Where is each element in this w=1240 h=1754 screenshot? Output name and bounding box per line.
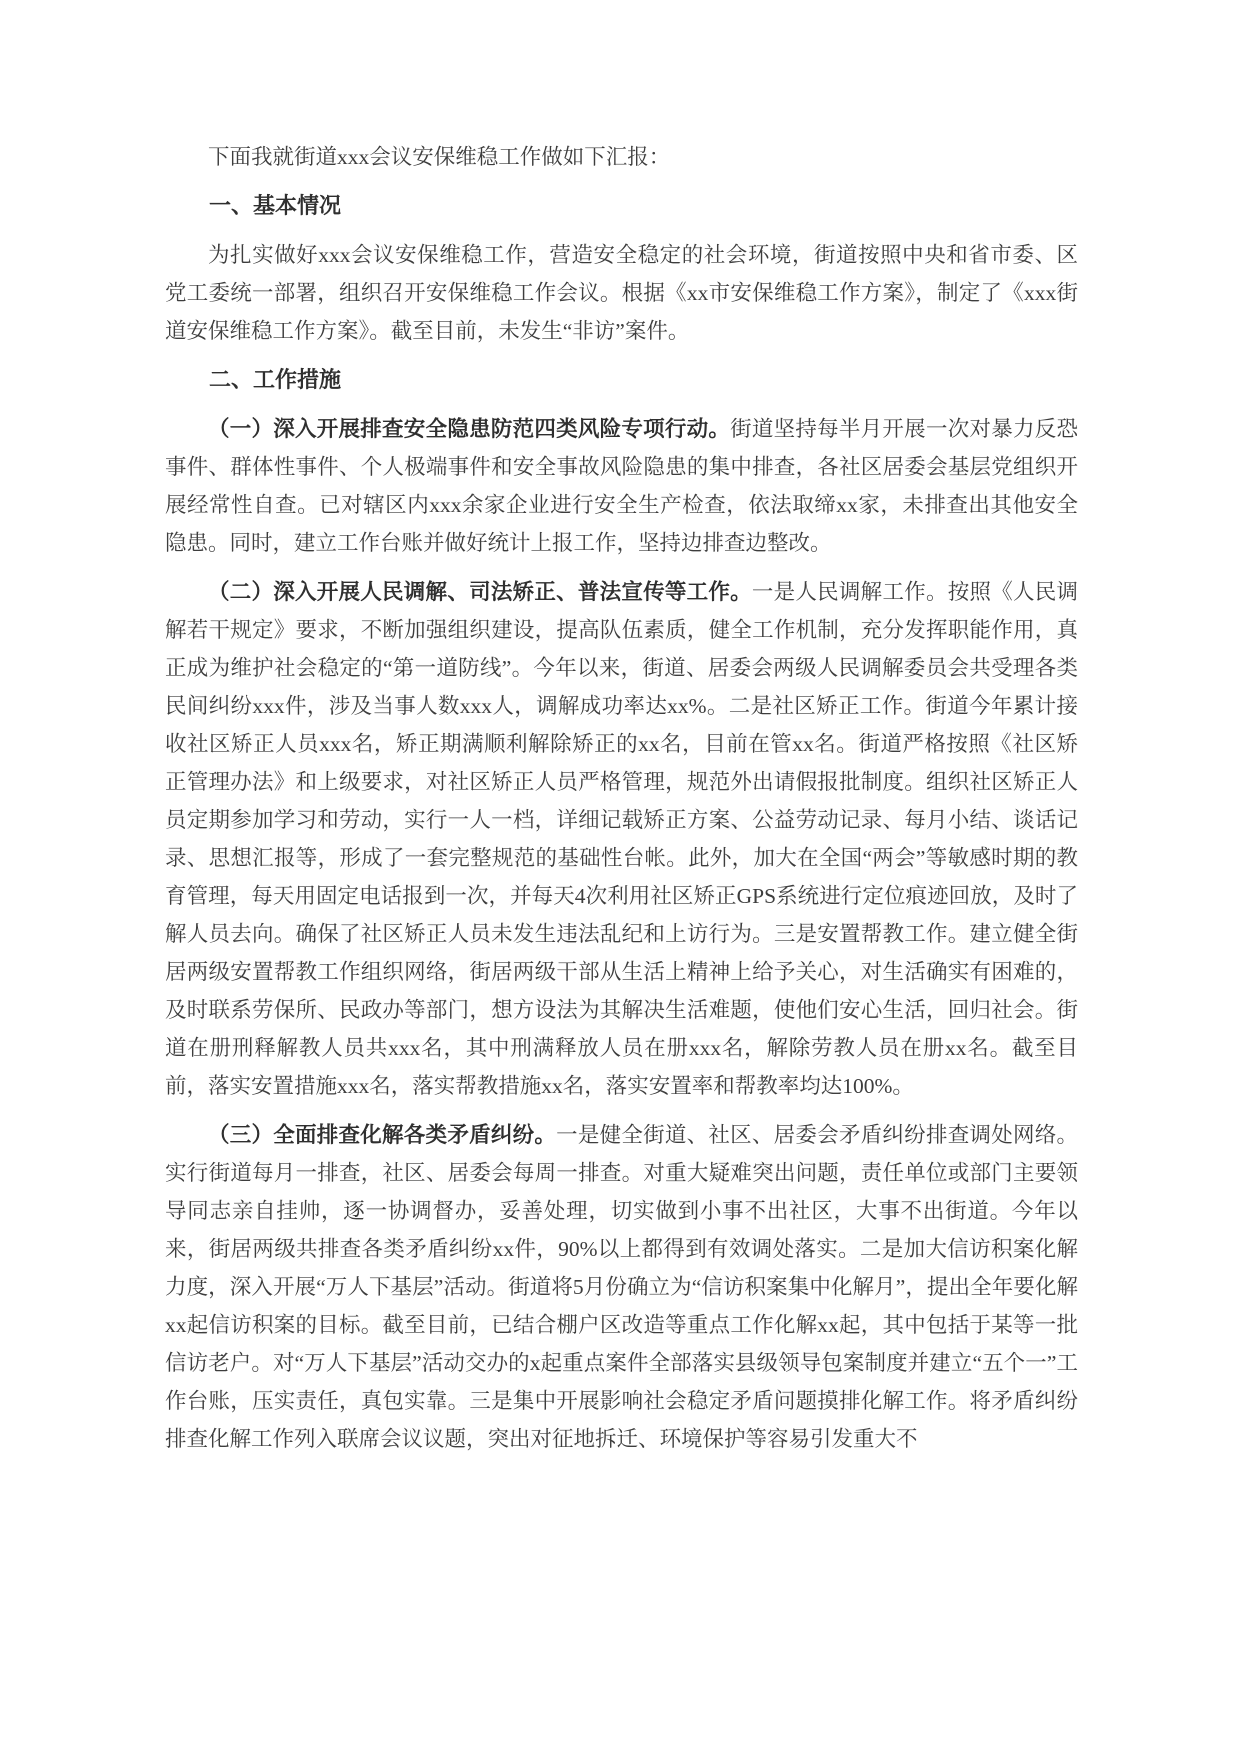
measure-1-text: 街道坚持每半月开展一次对暴力反恐事件、群体性事件、个人极端事件和安全事故风险隐患的集中排查，各社区居委会基层党组织开展经常性自查。已对辖区内xxx余家企业进行安全生产检查，依法取缔xx家，未排查出其他安全隐患。同时，建立工作台账并做好统计上报工作，坚持边排查边整改。	[165, 417, 1078, 555]
measure-1-lead: （一）深入开展排查安全隐患防范四类风险专项行动。	[208, 417, 731, 441]
measure-3-paragraph	[165, 1116, 1078, 1458]
measure-3-lead: （三）全面排查化解各类矛盾纠纷。	[208, 1123, 557, 1147]
measure-3-text: 一是健全街道、社区、居委会矛盾纠纷排查调处网络。实行街道每月一排查，社区、居委会每周一排查。对重大疑难突出问题，责任单位或部门主要领导同志亲自挂帅，逐一协调督办，妥善处理，切实做到小事不出社区，大事不出街道。今年以来，街居两级共排查各类矛盾纠纷xx件，90%以上都得到有效调处落实。二是加大信访积案化解力度，深入开展“万人下基层”活动。街道将5月份确立为“信访积案集中化解月”，提出全年要化解xx起信访积案的目标。截至目前，已结合棚户区改造等重点工作化解xx起，其中包括于某等一批信访老户。对“万人下基层”活动交办的x起重点案件全部落实县级领导包案制度并建立“五个一”工作台账，压实责任，真包实靠。三是集中开展影响社会稳定矛盾问题摸排化解工作。将矛盾纠纷排查化解工作列入联席会议议题，突出对征地拆迁、环境保护等容易引发重大不	[165, 1123, 1078, 1451]
section-heading-work-measures: 二、工作措施	[209, 367, 342, 392]
measure-2-lead: （二）深入开展人民调解、司法矫正、普法宣传等工作。	[208, 580, 752, 604]
intro-paragraph: 下面我就街道xxx会议安保维稳工作做如下汇报：	[208, 145, 671, 169]
measure-2-paragraph	[165, 573, 1078, 1105]
measure-2-text: 一是人民调解工作。按照《人民调解若干规定》要求，不断加强组织建设，提高队伍素质，健全工作机制，充分发挥职能作用，真正成为维护社会稳定的“第一道防线”。今年以来，街道、居委会两级人民调解委员会共受理各类民间纠纷xxx件，涉及当事人数xxx人，调解成功率达xx%。二是社区矫正工作。街道今年累计接收社区矫正人员xxx名，矫正期满顺利解除矫正的xx名，目前在管xx名。街道严格按照《社区矫正管理办法》和上级要求，对社区矫正人员严格管理，规范外出请假报批制度。组织社区矫正人员定期参加学习和劳动，实行一人一档，详细记载矫正方案、公益劳动记录、每月小结、谈话记录、思想汇报等，形成了一套完整规范的基础性台帐。此外，加大在全国“两会”等敏感时期的教育管理，每天用固定电话报到一次，并每天4次利用社区矫正GPS系统进行定位痕迹回放，及时了解人员去向。确保了社区矫正人员未发生违法乱纪和上访行为。三是安置帮教工作。建立健全街居两级安置帮教工作组织网络，街居两级干部从生活上精神上给予关心，对生活确实有困难的，及时联系劳保所、民政办等部门，想方设法为其解决生活难题，使他们安心生活，回归社会。街道在册刑释解教人员共xxx名，其中刑满释放人员在册xxx名，解除劳教人员在册xx名。截至目前，落实安置措施xxx名，落实帮教措施xx名，落实安置率和帮教率均达100%。	[165, 580, 1078, 1098]
basic-situation-paragraph	[165, 236, 1078, 350]
measure-1-paragraph	[165, 410, 1078, 562]
basic-situation-text: 为扎实做好xxx会议安保维稳工作，营造安全稳定的社会环境，街道按照中央和省市委、区党工委统一部署，组织召开安保维稳工作会议。根据《xx市安保维稳工作方案》，制定了《xxx街道安保维稳工作方案》。截至目前，未发生“非访”案件。	[165, 243, 1078, 343]
section-heading-basic-situation: 一、基本情况	[209, 193, 342, 218]
